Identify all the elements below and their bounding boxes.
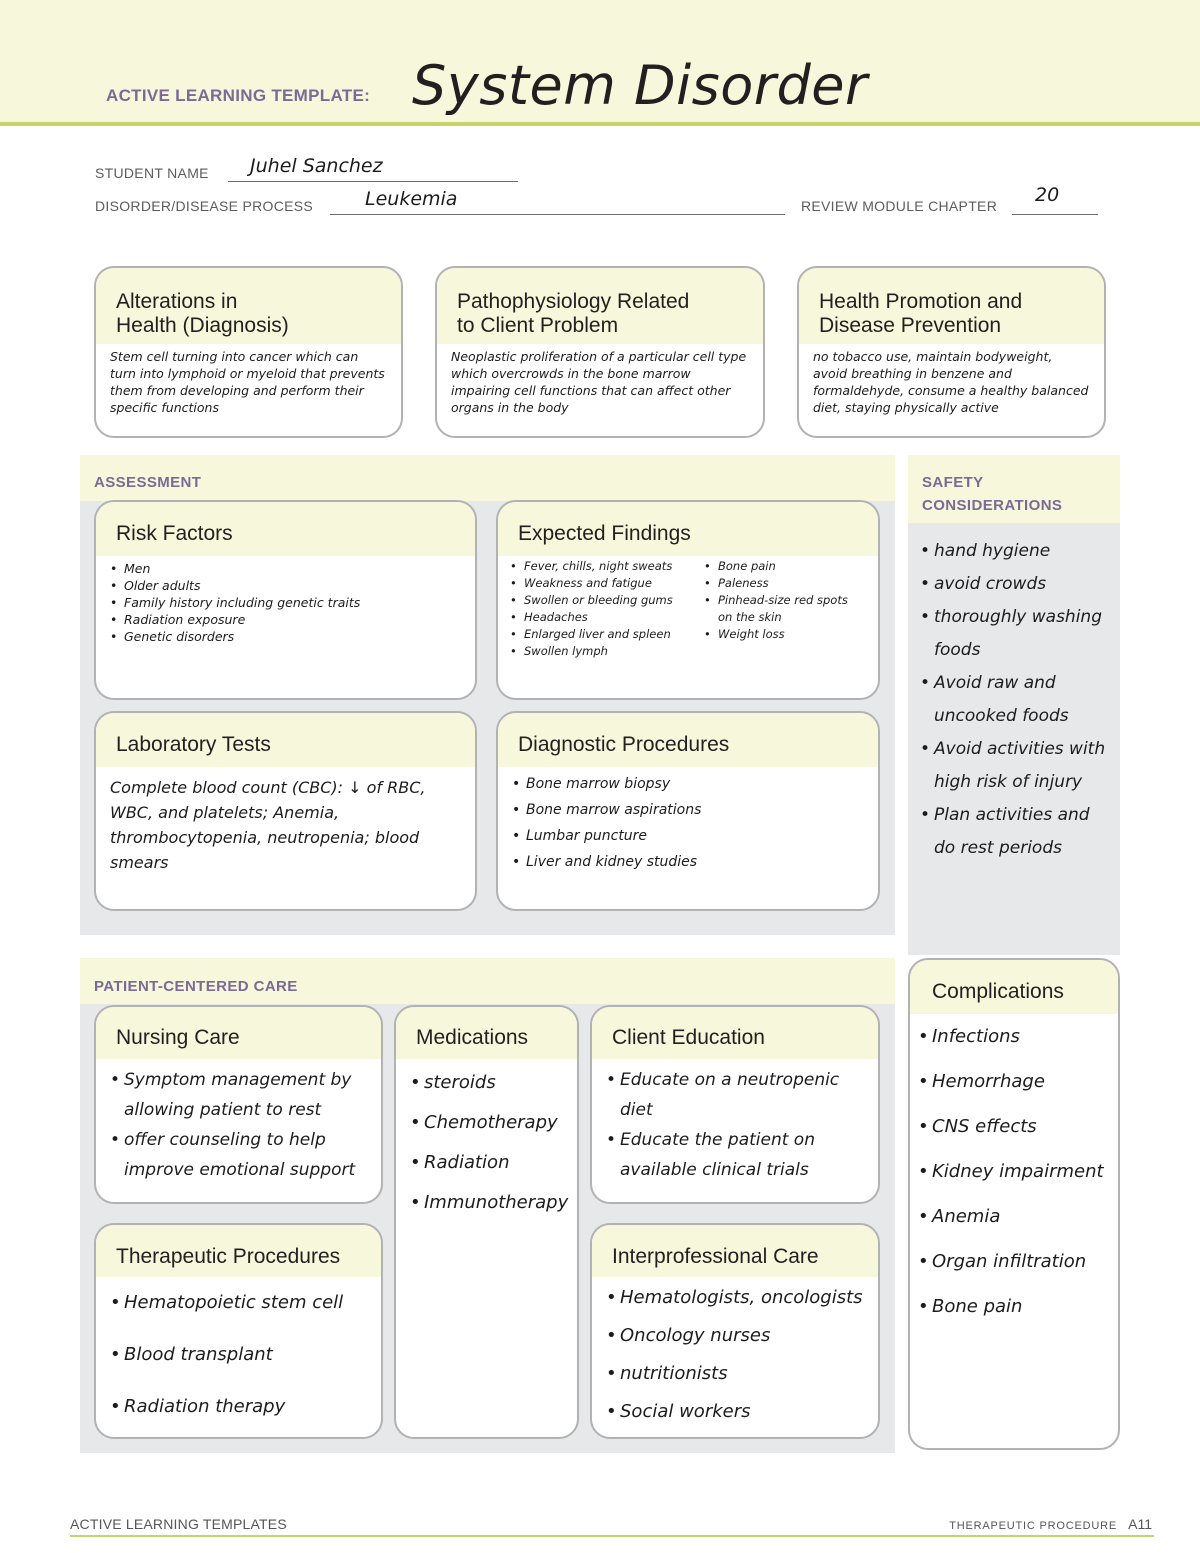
medications-list[interactable] — [396, 1059, 577, 1223]
diagnostic-procedure-item[interactable]: • Lumbar puncture — [512, 823, 864, 849]
page-title: System Disorder — [412, 54, 868, 117]
interprofessional-care-item[interactable]: • Social workers — [606, 1393, 864, 1431]
diagnostic-procedures-title: Diagnostic Procedures — [498, 713, 878, 767]
expected-findings-columns — [498, 556, 878, 660]
expected-finding-item[interactable]: • Paleness — [704, 575, 864, 592]
expected-finding-item[interactable]: • Weakness and fatigue — [510, 575, 698, 592]
page-number: A11 — [1128, 1516, 1152, 1532]
alterations-text[interactable]: Stem cell turning into cancer which can turn into lymphoid or myeloid that prevents them from developing and perform their specific functions — [110, 349, 385, 415]
risk-factors-title: Risk Factors — [96, 502, 475, 556]
complications-title: Complications — [910, 960, 1118, 1014]
laboratory-tests-title: Laboratory Tests — [96, 713, 475, 767]
safety-item[interactable]: • Avoid raw and uncooked foods — [920, 667, 1110, 733]
therapeutic-procedure-item[interactable]: • Blood transplant — [110, 1329, 367, 1381]
client-education-item[interactable]: • Educate the patient on available clinical trials — [606, 1125, 864, 1185]
chapter-value[interactable]: 20 — [1035, 184, 1060, 206]
student-name-label: STUDENT NAME — [95, 165, 209, 181]
risk-factor-item[interactable]: • Radiation exposure — [110, 611, 461, 628]
disorder-label: DISORDER/DISEASE PROCESS — [95, 198, 314, 214]
interprofessional-care-item[interactable]: • nutritionists — [606, 1355, 864, 1393]
complications-box — [908, 958, 1120, 1450]
medication-item[interactable]: • Immunotherapy — [410, 1183, 563, 1223]
interprofessional-care-list[interactable] — [592, 1277, 878, 1431]
expected-finding-item[interactable]: • Fever, chills, night sweats — [510, 558, 698, 575]
complication-item[interactable]: • Anemia — [918, 1194, 1104, 1239]
interprofessional-care-title: Interprofessional Care — [592, 1225, 878, 1277]
alterations-title — [96, 268, 401, 344]
header-rule — [0, 122, 1200, 126]
diagnostic-procedure-item[interactable]: • Bone marrow aspirations — [512, 797, 864, 823]
health-promotion-title-line2: Disease Prevention — [819, 314, 1002, 337]
safety-item[interactable]: • thoroughly washing foods — [920, 601, 1110, 667]
nursing-care-item[interactable]: • Symptom management by allowing patient to rest — [110, 1065, 367, 1125]
interprofessional-care-item[interactable]: • Oncology nurses — [606, 1317, 864, 1355]
risk-factor-item[interactable]: • Men — [110, 560, 461, 577]
client-education-box — [590, 1005, 880, 1204]
alterations-title-line1: Alterations in — [116, 290, 238, 313]
assessment-header-band — [80, 455, 895, 501]
safety-title — [922, 471, 1062, 517]
safety-list[interactable] — [920, 535, 1110, 865]
nursing-care-title: Nursing Care — [96, 1007, 381, 1059]
expected-findings-box — [496, 500, 880, 700]
medication-item[interactable]: • Chemotherapy — [410, 1103, 563, 1143]
interprofessional-care-box — [590, 1223, 880, 1439]
complication-item[interactable]: • Organ infiltration — [918, 1239, 1104, 1284]
safety-title-line2: CONSIDERATIONS — [922, 497, 1063, 514]
complication-item[interactable]: • CNS effects — [918, 1104, 1104, 1149]
template-label: ACTIVE LEARNING TEMPLATE: — [106, 86, 371, 105]
health-promotion-box — [797, 266, 1106, 438]
expected-finding-item[interactable]: • Swollen or bleeding gums — [510, 592, 698, 609]
chapter-underline — [1012, 214, 1098, 215]
expected-findings-title: Expected Findings — [498, 502, 878, 556]
health-promotion-title — [799, 268, 1104, 344]
diagnostic-procedures-box — [496, 711, 880, 911]
client-education-list[interactable] — [592, 1059, 878, 1185]
expected-finding-item[interactable]: • Pinhead-size red spots on the skin — [704, 592, 864, 626]
nursing-care-list[interactable] — [96, 1059, 381, 1185]
chapter-label: REVIEW MODULE CHAPTER — [801, 198, 998, 214]
nursing-care-box — [94, 1005, 383, 1204]
footer-rule — [70, 1535, 1154, 1537]
alterations-box — [94, 266, 403, 438]
medication-item[interactable]: • Radiation — [410, 1143, 563, 1183]
risk-factors-box — [94, 500, 477, 700]
client-education-item[interactable]: • Educate on a neutropenic diet — [606, 1065, 864, 1125]
diagnostic-procedures-list[interactable] — [498, 767, 878, 875]
therapeutic-procedure-item[interactable]: • Radiation therapy — [110, 1381, 367, 1433]
risk-factors-list[interactable] — [96, 556, 475, 645]
nursing-care-item[interactable]: • offer counseling to help improve emotional support — [110, 1125, 367, 1185]
expected-finding-item[interactable]: • Bone pain — [704, 558, 864, 575]
pathophysiology-title-line2: to Client Problem — [457, 314, 619, 337]
expected-finding-item[interactable]: • Headaches — [510, 609, 698, 626]
footer-procedure-label: THERAPEUTIC PROCEDURE — [949, 1520, 1117, 1532]
expected-findings-list-1[interactable] — [510, 558, 698, 660]
complications-list[interactable] — [910, 1014, 1118, 1329]
student-name-underline — [228, 181, 518, 182]
diagnostic-procedure-item[interactable]: • Liver and kidney studies — [512, 849, 864, 875]
therapeutic-procedures-box — [94, 1223, 383, 1439]
complication-item[interactable]: • Bone pain — [918, 1284, 1104, 1329]
interprofessional-care-item[interactable]: • Hematologists, oncologists — [606, 1279, 864, 1317]
client-education-title: Client Education — [592, 1007, 878, 1059]
disorder-underline — [330, 214, 785, 215]
complication-item[interactable]: • Hemorrhage — [918, 1059, 1104, 1104]
safety-item[interactable]: • Plan activities and do rest periods — [920, 799, 1110, 865]
patient-care-title: PATIENT-CENTERED CARE — [94, 978, 298, 995]
risk-factor-item[interactable]: • Family history including genetic traits — [110, 594, 461, 611]
pathophysiology-title — [437, 268, 763, 344]
therapeutic-procedures-list[interactable] — [96, 1277, 381, 1433]
complication-item[interactable]: • Infections — [918, 1014, 1104, 1059]
risk-factor-item[interactable]: • Genetic disorders — [110, 628, 461, 645]
risk-factor-item[interactable]: • Older adults — [110, 577, 461, 594]
therapeutic-procedure-item[interactable]: • Hematopoietic stem cell — [110, 1277, 367, 1329]
assessment-title: ASSESSMENT — [94, 474, 202, 491]
laboratory-tests-text[interactable]: Complete blood count (CBC): ↓ of RBC, WBC, and platelets; Anemia, thrombocytopenia, neutropenia; blood smears — [110, 778, 426, 872]
health-promotion-text[interactable]: no tobacco use, maintain bodyweight, avoid breathing in benzene and formaldehyde, consume a healthy balanced diet, staying physically active — [813, 349, 1089, 415]
medications-title: Medications — [396, 1007, 577, 1059]
pathophysiology-box — [435, 266, 765, 438]
therapeutic-procedures-title: Therapeutic Procedures — [96, 1225, 381, 1277]
expected-finding-item[interactable]: • Weight loss — [704, 626, 864, 643]
alterations-title-line2: Health (Diagnosis) — [116, 314, 289, 337]
safety-item[interactable]: • Avoid activities with high risk of injury — [920, 733, 1110, 799]
disorder-value[interactable]: Leukemia — [365, 188, 458, 210]
footer-right — [949, 1516, 1152, 1532]
diagnostic-procedure-item[interactable]: • Bone marrow biopsy — [512, 771, 864, 797]
safety-title-line1: SAFETY — [922, 474, 984, 491]
pathophysiology-title-line1: Pathophysiology Related — [457, 290, 690, 313]
medication-item[interactable]: • steroids — [410, 1063, 563, 1103]
complication-item[interactable]: • Kidney impairment — [918, 1149, 1104, 1194]
pathophysiology-text[interactable]: Neoplastic proliferation of a particular cell type which overcrowds in the bone marrow impairing cell functions that can affect other organs in the body — [451, 349, 747, 415]
health-promotion-title-line1: Health Promotion and — [819, 290, 1023, 313]
footer-left: ACTIVE LEARNING TEMPLATES — [70, 1516, 287, 1532]
expected-finding-item[interactable]: • Swollen lymph — [510, 643, 698, 660]
expected-finding-item[interactable]: • Enlarged liver and spleen — [510, 626, 698, 643]
expected-findings-list-2[interactable] — [704, 558, 864, 660]
medications-box — [394, 1005, 579, 1439]
safety-item[interactable]: • hand hygiene — [920, 535, 1110, 568]
safety-item[interactable]: • avoid crowds — [920, 568, 1110, 601]
student-name-value[interactable]: Juhel Sanchez — [250, 155, 383, 177]
laboratory-tests-box — [94, 711, 477, 911]
